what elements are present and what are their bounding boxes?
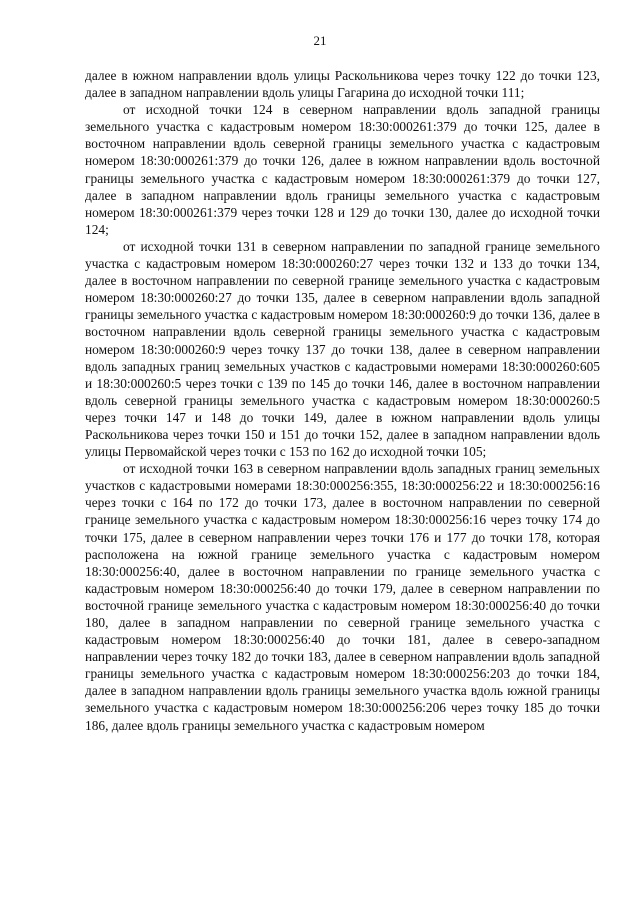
paragraph-point-163: от исходной точки 163 в северном направлении вдоль западных границ земельных участков с кадастровыми номерами 18:30:000256:355, 18:30:000256:22 и 18:30:000256:16 через точки с 164 по 172 до точки 173, далее в восточном направлении по северной границе земельного участка с кадастровым номером 18:30:000256:16 через точку 174 до точки 175, далее в северном направлении через точки 176 и 177 до точки 178, которая расположена на южной границе земельного участка с кадастровым номером 18:30:000256:40, далее в восточном направлении по границе земельного участка с кадастровым номером 18:30:000256:40 до точки 179, далее в северном направлении по восточной границе земельного участка с кадастровым номером 18:30:000256:40 до точки 180, далее в западном направлении по северной границе земельного участка с кадастровым номером 18:30:000256:40 до точки 181, далее в северо-западном направлении через точку 182 до точки 183, далее в северном направлении вдоль западной границы земельного участка с кадастровым номером 18:30:000256:203 до точки 184, далее в западном направлении вдоль границы земельного участка вдоль южной границы земельного участка с кадастровым номером 18:30:000256:206 через точку 185 до точки 186, далее вдоль границы земельного участка с кадастровым номером [85, 461, 600, 733]
paragraph-point-131: от исходной точки 131 в северном направлении по западной границе земельного участка с кадастровым номером 18:30:000260:27 через точки 132 и 133 до точки 134, далее в восточном направлении по северной границе земельного участка с кадастровым номером 18:30:000260:27 до точки 135, далее в северном направлении вдоль западной границы земельного участка с кадастровым номером 18:30:000260:9 до точки 136, далее в восточном направлении вдоль северной границы земельного участка с кадастровым номером 18:30:000260:9 через точку 137 до точки 138, далее в северном направлении вдоль западных границ земельных участков с кадастровыми номерами 18:30:000260:605 и 18:30:000260:5 через точки с 139 по 145 до точки 146, далее в восточном направлении вдоль северной границы земельного участка с кадастровым номером 18:30:000260:5 через точки 147 и 148 до точки 149, далее в южном направлении вдоль улицы Раскольникова через точки 150 и 151 до точки 152, далее в западном направлении вдоль улицы Первомайской через точки с 153 по 162 до исходной точки 105; [85, 238, 600, 460]
document-body [85, 67, 600, 734]
paragraph-point-124: от исходной точки 124 в северном направлении вдоль западной границы земельного участка с кадастровым номером 18:30:000261:379 до точки 125, далее в восточном направлении вдоль северной границы земельного участка с кадастровым номером 18:30:000261:379 до точки 126, далее в южном направлении вдоль восточной границы земельного участка с кадастровым номером 18:30:000261:379 до точки 127, далее в западном направлении вдоль границы земельного участка с кадастровым номером 18:30:000261:379 через точки 128 и 129 до точки 130, далее до исходной точки 124; [85, 102, 600, 237]
paragraph-continuation: далее в южном направлении вдоль улицы Раскольникова через точку 122 до точки 123, далее в западном направлении вдоль улицы Гагарина до исходной точки 111; [85, 68, 600, 101]
page-number: 21 [313, 33, 327, 48]
